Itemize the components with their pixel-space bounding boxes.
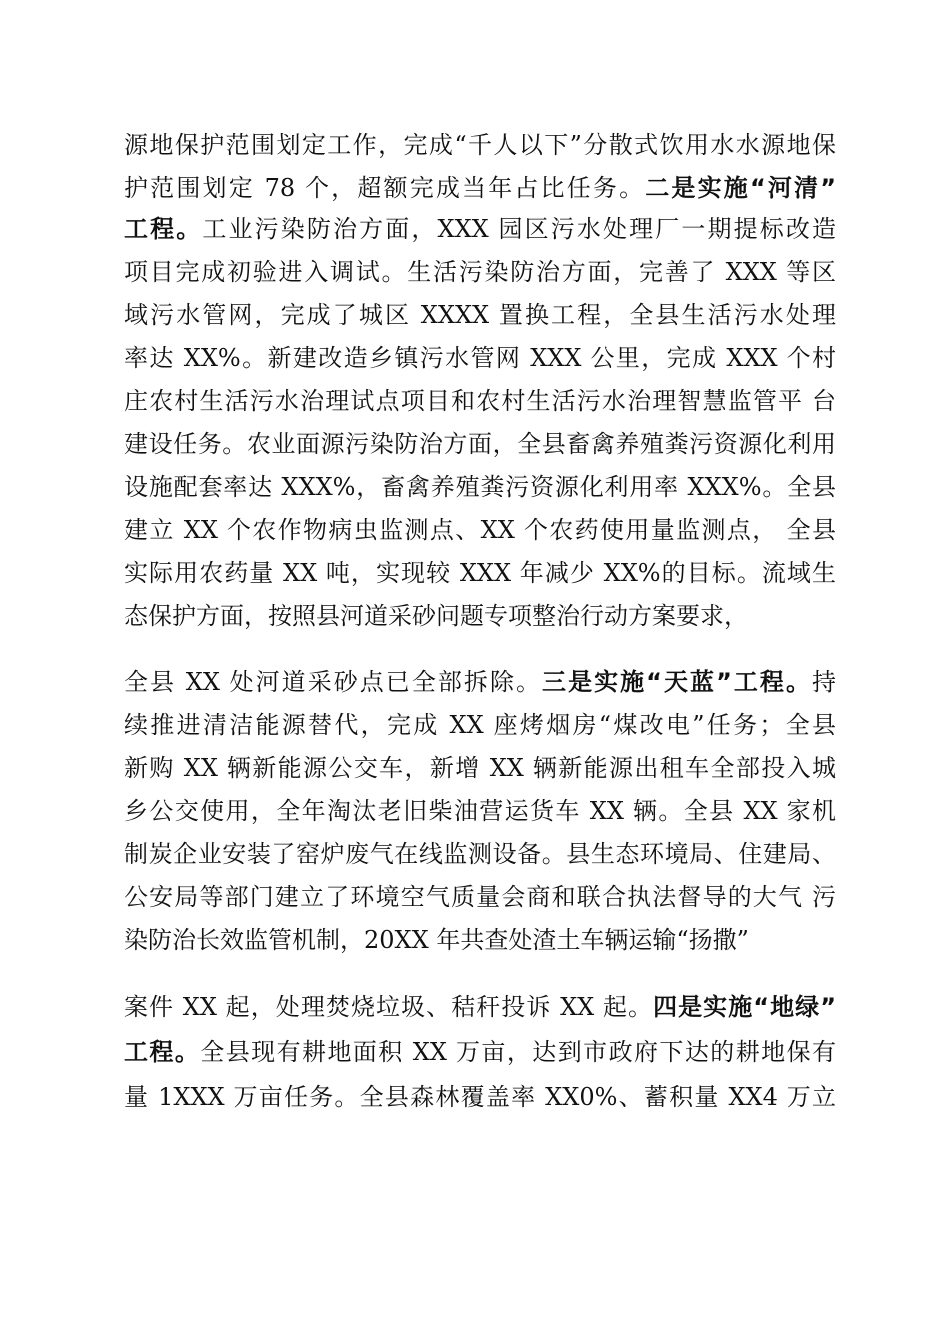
body-text: 庄农村生活污水治理试点项目和农村生活污水治理智慧监管平 台 (124, 387, 836, 415)
body-text: 续推进清洁能源替代，完成 XX 座烤烟房“煤改电”任务；全县 (124, 711, 836, 739)
body-text: 全县现有耕地面积 XX 万亩，达到市政府下达的耕地保有 (200, 1038, 836, 1066)
text-line (124, 751, 836, 785)
body-text: 染防治长效监管机制，20XX 年共查处渣土车辆运输“扬撒” (124, 926, 749, 954)
text-line (124, 427, 836, 461)
body-text: 持 (812, 668, 836, 696)
text-line (124, 341, 836, 375)
body-text: 全县 XX 处河道采砂点已全部拆除。 (124, 668, 543, 696)
body-text: 公安局等部门建立了环境空气质量会商和联合执法督导的大气 污 (124, 883, 836, 911)
text-line (124, 880, 836, 914)
text-line (124, 128, 836, 162)
body-text: 态保护方面，按照县河道采砂问题专项整治行动方案要求， (124, 602, 748, 630)
text-line (124, 794, 836, 828)
text-line (124, 212, 836, 246)
body-text: 工业污染防治方面，XXX 园区污水处理厂一期提标改造 (202, 215, 836, 243)
body-text: 乡公交使用，全年淘汰老旧柴油营运货车 XX 辆。全县 XX 家机 (124, 797, 836, 825)
text-line (124, 513, 836, 547)
body-text: 项目完成初验进入调试。生活污染防治方面，完善了 XXX 等区 (124, 258, 836, 286)
bold-heading-text: 四是实施“地绿” (653, 993, 836, 1021)
body-text: 域污水管网，完成了城区 XXXX 置换工程，全县生活污水处理 (124, 301, 836, 329)
text-line (124, 923, 836, 957)
body-text: 建设任务。农业面源污染防治方面，全县畜禽养殖粪污资源化利用 (124, 430, 836, 458)
text-line (124, 298, 836, 332)
text-line (124, 1035, 836, 1069)
body-text: 新购 XX 辆新能源公交车，新增 XX 辆新能源出租车全部投入城 (124, 754, 836, 782)
body-text: 源地保护范围划定工作，完成“千人以下”分散式饮用水水源地保 (124, 131, 836, 159)
body-text: 实际用农药量 XX 吨，实现较 XXX 年减少 XX%的目标。流域生 (124, 559, 836, 587)
bold-heading-text: 工程。 (124, 215, 203, 243)
text-line (124, 1080, 836, 1114)
body-text: 率达 XX%。新建改造乡镇污水管网 XXX 公里，完成 XXX 个村 (124, 344, 836, 372)
bold-heading-text: 二是实施“河清” (645, 174, 836, 202)
text-line (124, 255, 836, 289)
body-text: 建立 XX 个农作物病虫监测点、XX 个农药使用量监测点， 全县 (124, 516, 836, 544)
text-line (124, 665, 836, 699)
body-text: 案件 XX 起，处理焚烧垃圾、秸秆投诉 XX 起。 (124, 993, 654, 1021)
text-line (124, 837, 836, 871)
body-text: 制炭企业安装了窑炉废气在线监测设备。县生态环境局、住建局、 (124, 840, 836, 868)
text-line (124, 708, 836, 742)
text-line (124, 384, 836, 418)
bold-heading-text: 工程。 (124, 1038, 201, 1066)
text-line (124, 556, 836, 590)
body-text: 设施配套率达 XXX%，畜禽养殖粪污资源化利用率 XXX%。全县 (124, 473, 836, 501)
text-line (124, 171, 836, 205)
text-line (124, 470, 836, 504)
body-text: 护范围划定 78 个，超额完成当年占比任务。 (124, 174, 646, 202)
text-line (124, 990, 836, 1024)
text-line (124, 599, 836, 633)
bold-heading-text: 三是实施“天蓝”工程。 (542, 668, 812, 696)
body-text: 量 1XXX 万亩任务。全县森林覆盖率 XX0%、蓄积量 XX4 万立 (124, 1083, 836, 1111)
